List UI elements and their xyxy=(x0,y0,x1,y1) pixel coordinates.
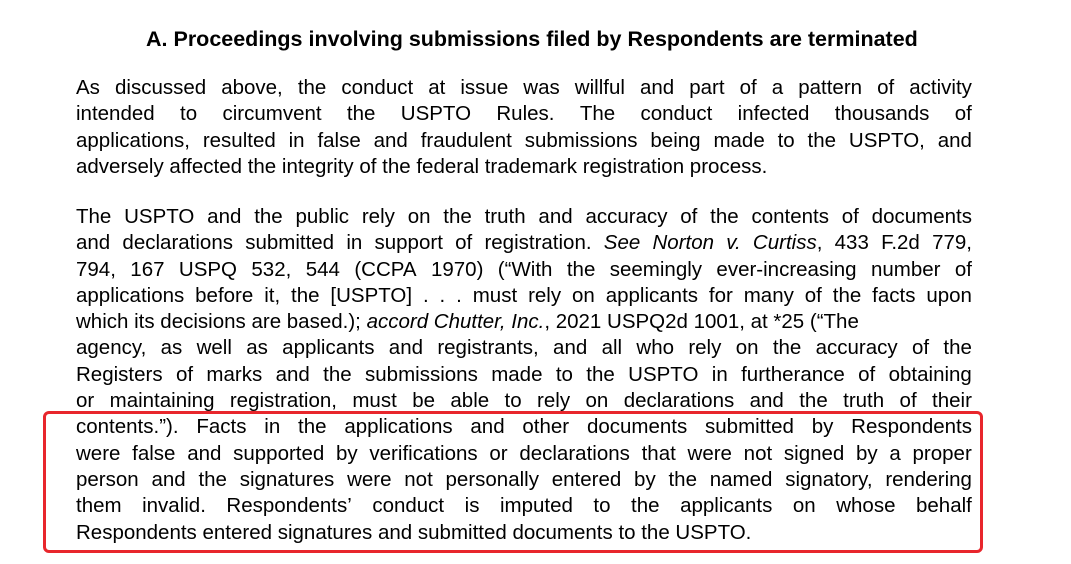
word: in xyxy=(711,362,728,386)
word: thousands xyxy=(834,102,930,126)
word: USPTO, xyxy=(848,128,925,152)
word: were xyxy=(76,441,121,465)
paragraph-line xyxy=(76,388,972,414)
word: [USPTO] xyxy=(330,283,413,307)
word: conduct xyxy=(341,76,414,99)
word: part xyxy=(689,76,725,99)
word: the xyxy=(346,102,376,126)
word: of xyxy=(899,389,917,413)
word: personally xyxy=(445,467,539,491)
word: is xyxy=(464,494,480,518)
word: above, xyxy=(221,76,283,99)
word: made xyxy=(491,362,543,386)
word: not xyxy=(743,441,773,465)
word: that xyxy=(641,441,676,465)
case-citation: accord Chutter, Inc. xyxy=(366,310,545,334)
word: As xyxy=(76,76,100,99)
word: USPTO xyxy=(400,102,472,126)
word: seemingly xyxy=(609,257,703,281)
word: obtaining xyxy=(888,362,972,386)
word: person xyxy=(76,467,139,491)
word: all xyxy=(601,336,623,360)
word: be xyxy=(412,389,435,413)
word: contents.”). xyxy=(76,415,179,439)
word: were xyxy=(347,467,392,491)
word: made xyxy=(713,128,765,152)
word: of xyxy=(954,102,972,126)
paragraph-line xyxy=(76,414,972,440)
word: rely xyxy=(361,205,395,228)
word: the xyxy=(298,415,327,439)
word: signed xyxy=(783,441,845,465)
word: behalf xyxy=(916,494,972,518)
word: fraudulent xyxy=(420,128,512,152)
word: on xyxy=(407,205,431,228)
word: the xyxy=(443,205,472,228)
word: public xyxy=(295,205,350,228)
word: the xyxy=(323,362,352,386)
paragraph-2 xyxy=(76,204,972,546)
word: circumvent xyxy=(222,102,322,126)
word: intended xyxy=(76,102,155,126)
word: the xyxy=(254,205,283,228)
word: whose xyxy=(836,494,896,518)
word: signatures xyxy=(239,467,335,491)
word: resulted xyxy=(202,128,276,152)
word: 532, xyxy=(251,257,292,281)
word: and xyxy=(373,128,408,152)
word: before xyxy=(195,283,254,307)
word: applicants xyxy=(605,283,699,307)
text-run: , 433 F.2d 779, xyxy=(816,231,972,255)
word: conduct xyxy=(640,102,713,126)
word: entered xyxy=(551,467,622,491)
word: of xyxy=(841,205,859,228)
paragraph-line xyxy=(76,335,972,361)
word: by xyxy=(634,467,656,491)
word: the xyxy=(631,494,660,518)
word: discussed xyxy=(114,76,207,99)
word: and xyxy=(749,389,784,413)
word: by xyxy=(811,415,834,439)
word: able xyxy=(450,389,490,413)
word: Facts xyxy=(196,415,247,439)
word: USPTO xyxy=(124,205,195,228)
word: supported xyxy=(233,441,325,465)
word: and xyxy=(470,415,505,439)
word: rely xyxy=(688,336,722,360)
word: rendering xyxy=(885,467,972,491)
word: applications xyxy=(76,283,185,307)
paragraph-line xyxy=(76,362,972,388)
word: verifications xyxy=(369,441,478,465)
word: The xyxy=(579,102,616,126)
section-heading: A. Proceedings involving submissions filed by Respondents are terminated xyxy=(146,27,918,51)
word: the xyxy=(807,128,837,152)
word: in xyxy=(264,415,281,439)
word: declarations xyxy=(623,389,735,413)
word: to xyxy=(180,102,198,126)
word: and xyxy=(937,128,972,152)
word: them xyxy=(76,494,122,518)
word: and xyxy=(187,441,222,465)
word: in xyxy=(288,128,305,152)
word: their xyxy=(932,389,972,413)
word: number xyxy=(870,257,941,281)
word: on xyxy=(572,283,595,307)
word: accuracy xyxy=(585,205,668,228)
word: false xyxy=(317,128,361,152)
word: of xyxy=(739,76,757,99)
word: submitted xyxy=(705,415,794,439)
word: applications, xyxy=(76,128,190,152)
word: documents xyxy=(871,205,972,228)
word: to xyxy=(504,389,522,413)
word: truth xyxy=(484,205,526,228)
paragraph-line xyxy=(76,204,972,230)
word: issue xyxy=(460,76,509,99)
word: and xyxy=(553,336,588,360)
word: false xyxy=(132,441,176,465)
word: on xyxy=(735,336,759,360)
word: of xyxy=(877,76,895,99)
word: agency, xyxy=(76,336,147,360)
word: well xyxy=(196,336,232,360)
word: accuracy xyxy=(815,336,898,360)
word: who xyxy=(636,336,675,360)
word: and xyxy=(207,205,242,228)
word: Rules. xyxy=(496,102,555,126)
word: facts xyxy=(872,283,916,307)
word: to xyxy=(555,362,573,386)
word: the xyxy=(943,336,972,360)
paragraph-line xyxy=(76,75,972,101)
text-run: , 2021 USPQ2d 1001, at *25 (“The xyxy=(544,310,859,334)
word: registrants, xyxy=(437,336,539,360)
word: of xyxy=(804,283,822,307)
case-citation: See Norton v. Curtiss xyxy=(603,231,817,255)
word: applicants xyxy=(680,494,773,518)
word: of xyxy=(175,362,194,386)
word: was xyxy=(523,76,560,99)
paragraph-line xyxy=(76,493,972,519)
word: . xyxy=(456,283,462,307)
word: signatory, xyxy=(785,467,873,491)
word: (CCPA xyxy=(354,257,417,281)
word: marks xyxy=(206,362,263,386)
word: Respondents’ xyxy=(226,494,352,518)
paragraph-line xyxy=(76,309,972,335)
paragraph-line xyxy=(76,467,972,493)
word: for xyxy=(708,283,733,307)
word: other xyxy=(522,415,570,439)
word: by xyxy=(856,441,878,465)
word: to xyxy=(593,494,611,518)
word: imputed xyxy=(499,494,573,518)
word: to xyxy=(777,128,795,152)
word: activity xyxy=(909,76,972,99)
paragraph-line: Respondents entered signatures and submitted documents to the USPTO. xyxy=(76,520,752,544)
word: and xyxy=(538,205,573,228)
word: USPTO xyxy=(628,362,699,386)
text-run: and declarations submitted in support of registration. xyxy=(76,231,604,255)
word: on xyxy=(585,389,609,413)
word: (“With xyxy=(497,257,553,281)
word: it, xyxy=(264,283,281,307)
word: applications xyxy=(344,415,453,439)
word: infected xyxy=(737,102,810,126)
word: the xyxy=(668,467,697,491)
word: maintaining xyxy=(109,389,215,413)
word: named xyxy=(709,467,773,491)
word: and xyxy=(388,336,424,360)
paragraph-line xyxy=(76,128,972,154)
word: 544 xyxy=(305,257,340,281)
word: the xyxy=(198,467,227,491)
word: applicants xyxy=(282,336,375,360)
word: or xyxy=(489,441,508,465)
word: documents xyxy=(586,415,688,439)
text-run: which its decisions are based.); xyxy=(76,310,367,334)
word: the xyxy=(291,283,320,307)
word: willful xyxy=(574,76,625,99)
word: . xyxy=(439,283,446,307)
word: rely xyxy=(528,283,562,307)
word: submissions xyxy=(365,362,478,386)
word: The xyxy=(76,205,112,228)
word: must xyxy=(352,389,397,413)
word: of xyxy=(954,257,972,281)
word: the xyxy=(772,336,802,360)
word: USPQ xyxy=(178,257,238,281)
word: by xyxy=(336,441,358,465)
word: furtherance xyxy=(741,362,845,386)
word: submissions xyxy=(524,128,638,152)
word: a xyxy=(889,441,901,465)
word: conduct xyxy=(372,494,445,518)
word: invalid. xyxy=(142,494,206,518)
word: a xyxy=(771,76,784,99)
word: and xyxy=(151,467,186,491)
word: of xyxy=(911,336,930,360)
word: on xyxy=(792,494,816,518)
word: Registers xyxy=(76,362,163,386)
word: 794, xyxy=(76,257,116,281)
word: not xyxy=(404,467,433,491)
paragraph-line xyxy=(76,101,972,127)
word: as xyxy=(246,336,268,360)
word: the xyxy=(710,205,739,228)
word: contents xyxy=(751,205,829,228)
word: upon xyxy=(926,283,972,307)
word: being xyxy=(650,128,701,152)
paragraph-line xyxy=(76,230,972,256)
paragraph-1 xyxy=(76,75,972,180)
word: or xyxy=(76,389,95,413)
word: 1970) xyxy=(430,257,484,281)
word: many xyxy=(743,283,794,307)
paragraph-line xyxy=(76,283,972,309)
word: 167 xyxy=(130,257,165,281)
word: at xyxy=(428,76,446,99)
word: Respondents xyxy=(851,415,972,439)
word: and xyxy=(275,362,310,386)
word: the xyxy=(799,389,828,413)
word: were xyxy=(687,441,732,465)
word: rely xyxy=(537,389,571,413)
word: the xyxy=(832,283,862,307)
paragraph-line xyxy=(76,441,972,467)
paragraph-line: adversely affected the integrity of the federal trademark registration process. xyxy=(76,154,768,178)
word: truth xyxy=(843,389,885,413)
word: the xyxy=(566,257,596,281)
word: pattern xyxy=(798,76,863,99)
word: declarations xyxy=(519,441,630,465)
word: proper xyxy=(912,441,972,465)
word: the xyxy=(297,76,327,99)
word: of xyxy=(680,205,698,228)
word: as xyxy=(160,336,183,360)
word: must xyxy=(472,283,518,307)
word: ever-increasing xyxy=(716,257,857,281)
word: the xyxy=(586,362,615,386)
word: and xyxy=(639,76,675,99)
word: registration, xyxy=(229,389,337,413)
paragraph-line xyxy=(76,257,972,283)
word: . xyxy=(422,283,429,307)
word: of xyxy=(858,362,876,386)
